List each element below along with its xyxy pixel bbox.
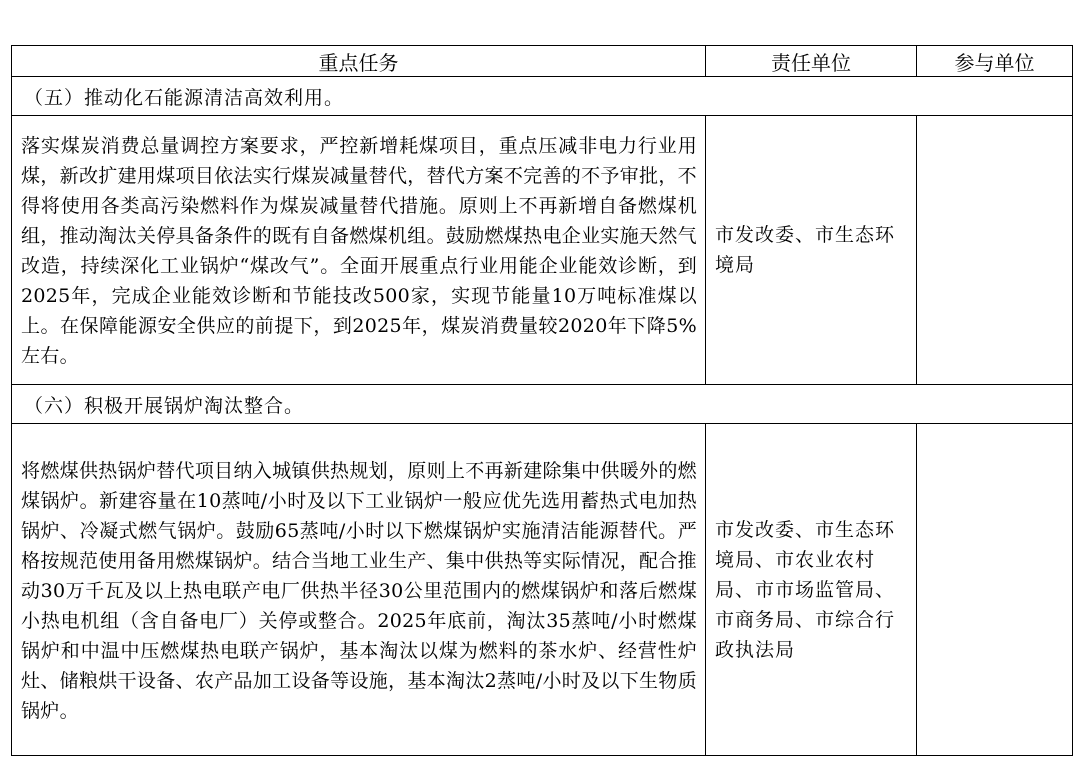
responsible-unit: 市发改委、市生态环境局 (706, 116, 917, 385)
table-row (12, 116, 1073, 385)
table-row (12, 424, 1073, 756)
task-table (11, 45, 1073, 756)
header-responsible-unit: 责任单位 (706, 46, 917, 77)
task-description: 将燃煤供热锅炉替代项目纳入城镇供热规划，原则上不再新建除集中供暖外的燃煤锅炉。新建容量在10蒸吨/小时及以下工业锅炉一般应优先选用蓄热式电加热锅炉、冷凝式燃气锅炉。鼓励65蒸吨/小时以下燃煤锅炉实施清洁能源替代。严格按规范使用备用燃煤锅炉。结合当地工业生产、集中供热等实际情况，配合推动30万千瓦及以上热电联产电厂供热半径30公里范围内的燃煤锅炉和落后燃煤小热电机组（含自备电厂）关停或整合。2025年底前，淘汰35蒸吨/小时燃煤锅炉和中温中压燃煤热电联产锅炉，基本淘汰以煤为燃料的茶水炉、经营性炉灶、储粮烘干设备、农产品加工设备等设施，基本淘汰2蒸吨/小时及以下生物质锅炉。 (12, 424, 706, 756)
participating-unit (917, 424, 1073, 756)
participating-unit (917, 116, 1073, 385)
header-participating-unit: 参与单位 (917, 46, 1073, 77)
section-title-row (12, 77, 1073, 116)
section-title: （五）推动化石能源清洁高效利用。 (12, 77, 1073, 116)
responsible-unit: 市发改委、市生态环境局、市农业农村局、市市场监管局、市商务局、市综合行政执法局 (706, 424, 917, 756)
task-description: 落实煤炭消费总量调控方案要求，严控新增耗煤项目，重点压减非电力行业用煤，新改扩建用煤项目依法实行煤炭减量替代，替代方案不完善的不予审批，不得将使用各类高污染燃料作为煤炭减量替代措施。原则上不再新增自备燃煤机组，推动淘汰关停具备条件的既有自备燃煤机组。鼓励燃煤热电企业实施天然气改造，持续深化工业锅炉“煤改气”。全面开展重点行业用能企业能效诊断，到2025年，完成企业能效诊断和节能技改500家，实现节能量10万吨标准煤以上。在保障能源安全供应的前提下，到2025年，煤炭消费量较2020年下降5%左右。 (12, 116, 706, 385)
section-title: （六）积极开展锅炉淘汰整合。 (12, 385, 1073, 424)
header-task: 重点任务 (12, 46, 706, 77)
section-title-row (12, 385, 1073, 424)
table-header-row (12, 46, 1073, 77)
